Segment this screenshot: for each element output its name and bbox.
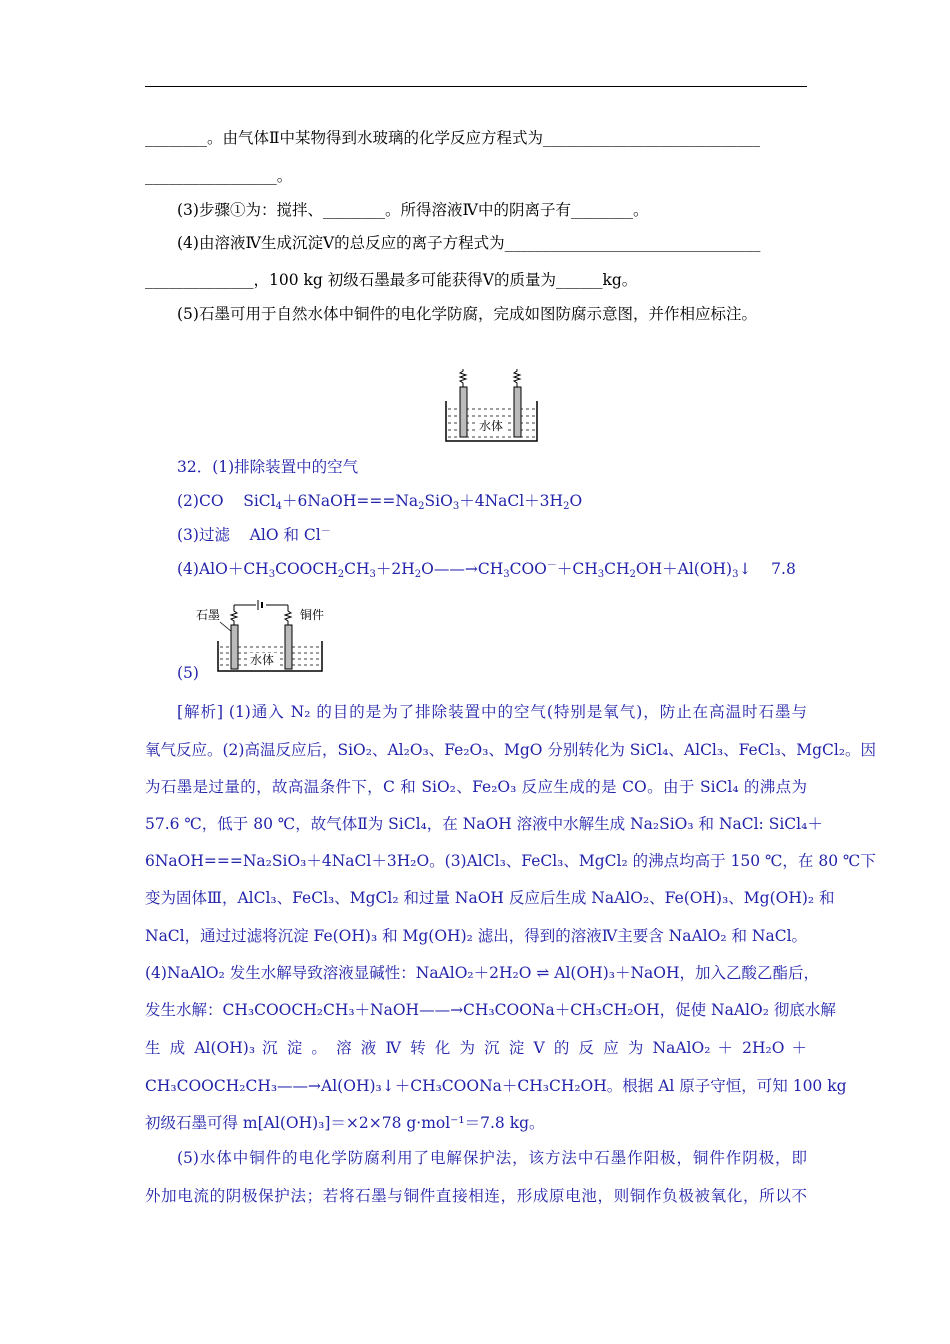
analysis-line-3: 为石墨是过量的，故高温条件下，C 和 SiO₂、Fe₂O₃ 反应生成的是 CO。由于 SiCl₄ 的沸点为	[145, 778, 807, 796]
question-line-3: (3)步骤①为：搅拌、________。所得溶液Ⅳ中的阴离子有________。	[177, 201, 649, 219]
answer-4: $(4)AlO+CH_3COOCH_2CH_3+2H_2O——\to CH_3COO^-+CH_3CH_2OH+Al(OH)_3↓$ 7.8	[177, 560, 796, 580]
question-line-5: ______________，100 kg 初级石墨最多可能获得Ⅴ的质量为______kg。	[145, 271, 638, 289]
question-line-1: ________。由气体Ⅱ中某物得到水玻璃的化学反应方程式为____________________________	[145, 129, 761, 147]
analysis-line-5: 6NaOH===Na₂SiO₃＋4NaCl＋3H₂O。(3)AlCl₃、FeCl₃、MgCl₂ 的沸点均高于 150 ℃，在 80 ℃下	[145, 852, 876, 870]
analysis-line-8: (4)NaAlO₂ 发生水解导致溶液显碱性：NaAlO₂＋2H₂O ⇌ Al(OH)₃＋NaOH，加入乙酸乙酯后，	[145, 964, 819, 982]
answer-figure-protection	[192, 597, 342, 675]
analysis-line-1: [解析] (1)通入 N₂ 的目的是为了排除装置中的空气(特别是氧气)，防止在高温时石墨与	[177, 703, 807, 721]
analysis-line-7: NaCl，通过过滤将沉淀 Fe(OH)₃ 和 Mg(OH)₂ 滤出，得到的溶液Ⅳ主要含 NaAlO₂ 和 NaCl。	[145, 927, 808, 945]
question-line-4: (4)由溶液Ⅳ生成沉淀Ⅴ的总反应的离子方程式为_________________________________	[177, 234, 761, 252]
analysis-line-12: 初级石墨可得 m[Al(OH)₃]＝×2×78 g·mol⁻¹＝7.8 kg。	[145, 1114, 545, 1132]
question-line-6: (5)石墨可用于自然水体中铜件的电化学防腐，完成如图防腐示意图，并作相应标注。	[177, 305, 757, 323]
answer-1: 32．(1)排除装置中的空气	[177, 458, 359, 476]
answer-3: (3)过滤 AlO 和 Cl－	[177, 526, 331, 544]
analysis-line-10: 生 成 Al(OH)₃ 沉 淀 。 溶 液 Ⅳ 转 化 为 沉 淀 Ⅴ 的 反 应 为 NaAlO₂ ＋ 2H₂O ＋	[145, 1039, 807, 1057]
answer-2: (2)CO $SiCl_4+6NaOH===Na_2SiO_3+4NaCl+3H_2O$	[177, 492, 583, 512]
analysis-line-13: (5)水体中铜件的电化学防腐利用了电解保护法，该方法中石墨作阳极，铜件作阴极，即	[177, 1149, 807, 1167]
answer-5-label: (5)	[177, 664, 199, 682]
analysis-line-11: CH₃COOCH₂CH₃——→Al(OH)₃↓＋CH₃COONa＋CH₃CH₂OH。根据 Al 原子守恒，可知 100 kg	[145, 1077, 847, 1095]
analysis-line-14: 外加电流的阴极保护法；若将石墨与铜件直接相连，形成原电池，则铜作负极被氧化，所以不	[145, 1187, 807, 1205]
water-label: 水体	[249, 653, 275, 667]
analysis-line-6: 变为固体Ⅲ，AlCl₃、FeCl₃、MgCl₂ 和过量 NaOH 反应后生成 NaAlO₂、Fe(OH)₃、Mg(OH)₂ 和	[145, 889, 835, 907]
graphite-label: 石墨	[196, 608, 221, 622]
analysis-line-4: 57.6 ℃，低于 80 ℃，故气体Ⅱ为 SiCl₄，在 NaOH 溶液中水解生成 Na₂SiO₃ 和 NaCl: SiCl₄＋	[145, 815, 823, 833]
water-label: 水体	[478, 419, 504, 433]
analysis-line-2: 氧气反应。(2)高温反应后，SiO₂、Al₂O₃、Fe₂O₃、MgO 分别转化为 SiCl₄、AlCl₃、FeCl₃、MgCl₂。因	[145, 741, 877, 759]
question-line-2: _________________。	[145, 167, 293, 185]
top-rule	[145, 86, 807, 87]
analysis-line-9: 发生水解：CH₃COOCH₂CH₃＋NaOH——→CH₃COONa＋CH₃CH₂OH，促使 NaAlO₂ 彻底水解	[145, 1001, 836, 1019]
question-figure-beaker	[443, 367, 543, 445]
copper-label: 铜件	[300, 608, 325, 622]
